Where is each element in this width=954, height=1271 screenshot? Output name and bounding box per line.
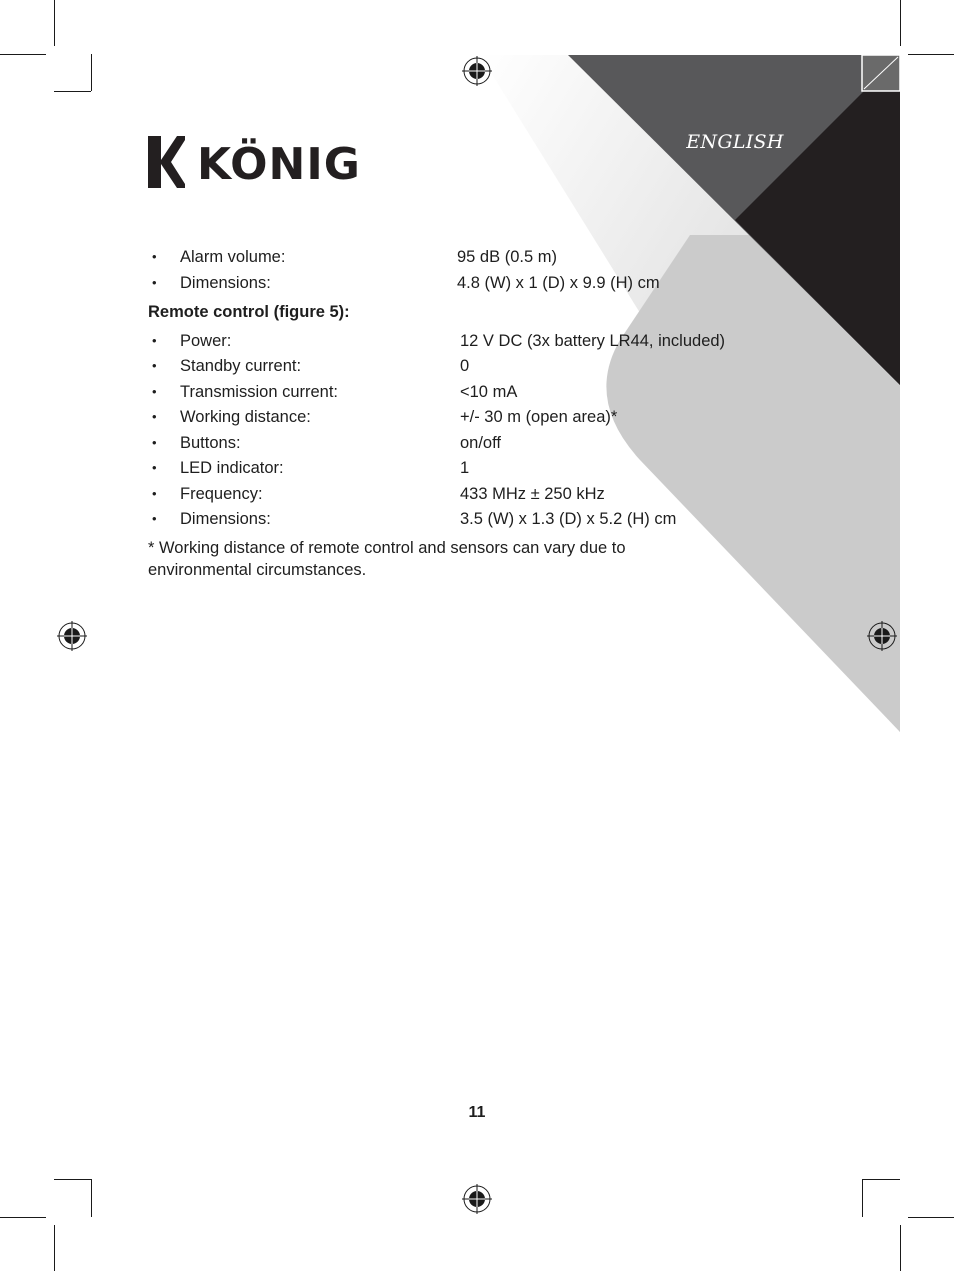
crop-mark <box>900 0 901 46</box>
spec-label: Standby current: <box>180 357 302 375</box>
bullet: • <box>152 460 157 475</box>
crop-mark <box>54 91 91 92</box>
list-item <box>148 507 788 531</box>
crop-mark <box>900 1225 901 1271</box>
bullet: • <box>152 249 157 264</box>
spec-value: 95 dB (0.5 m) <box>457 248 557 266</box>
list-item <box>148 329 788 353</box>
spec-value: <10 mA <box>460 383 518 401</box>
spec-value: 0 <box>460 357 470 375</box>
spec-value: +/- 30 m (open area)* <box>460 408 618 426</box>
crop-mark <box>91 54 92 91</box>
crop-mark <box>0 54 46 55</box>
spec-label: Buttons: <box>180 434 241 452</box>
spec-value: 3.5 (W) x 1.3 (D) x 5.2 (H) cm <box>460 510 677 528</box>
list-item <box>148 245 788 269</box>
bullet: • <box>152 275 157 290</box>
footnote <box>148 538 708 581</box>
crop-mark <box>862 1179 900 1180</box>
crop-mark <box>908 1217 954 1218</box>
registration-mark-icon <box>462 1184 492 1214</box>
brand-wordmark: KÖNIG <box>197 139 357 190</box>
footnote-line: * Working distance of remote control and sensors can vary due to <box>148 539 626 557</box>
spec-value: 433 MHz ± 250 kHz <box>460 485 605 503</box>
crop-mark <box>862 1179 863 1217</box>
spec-value: 1 <box>460 459 470 477</box>
list-item <box>148 456 788 480</box>
registration-mark-icon <box>57 621 87 651</box>
list-item <box>148 354 788 378</box>
spec-label: Dimensions: <box>180 274 271 292</box>
spec-label: Dimensions: <box>180 510 271 528</box>
list-item <box>148 271 788 295</box>
registration-mark-icon <box>462 56 492 86</box>
footnote-line: environmental circumstances. <box>148 560 367 579</box>
bullet: • <box>152 409 157 424</box>
spec-label: Power: <box>180 332 232 350</box>
spec-value: 12 V DC (3x battery LR44, included) <box>460 332 726 350</box>
spec-label: Working distance: <box>180 408 311 426</box>
language-label: ENGLISH <box>686 131 784 153</box>
bullet: • <box>152 384 157 399</box>
section-heading: Remote control (figure 5): <box>148 303 350 321</box>
list-item <box>148 482 788 506</box>
spec-label: LED indicator: <box>180 459 284 477</box>
bullet: • <box>152 511 157 526</box>
spec-label: Frequency: <box>180 485 263 503</box>
list-item <box>148 380 788 404</box>
crop-mark <box>0 1217 46 1218</box>
list-item <box>148 431 788 455</box>
bullet: • <box>152 435 157 450</box>
bullet: • <box>152 358 157 373</box>
spec-label: Transmission current: <box>180 383 339 401</box>
bullet: • <box>152 486 157 501</box>
registration-mark-icon <box>867 621 897 651</box>
crop-mark <box>54 0 55 46</box>
page-number: 11 <box>468 1104 486 1121</box>
crop-mark <box>91 1179 92 1217</box>
bullet: • <box>152 333 157 348</box>
crop-mark <box>908 54 954 55</box>
spec-value: on/off <box>460 434 501 452</box>
spec-label: Alarm volume: <box>180 248 286 266</box>
spec-value: 4.8 (W) x 1 (D) x 9.9 (H) cm <box>457 274 660 292</box>
crop-mark <box>54 1225 55 1271</box>
konig-logo <box>147 134 357 190</box>
crop-mark <box>54 1179 91 1180</box>
list-item <box>148 405 788 429</box>
